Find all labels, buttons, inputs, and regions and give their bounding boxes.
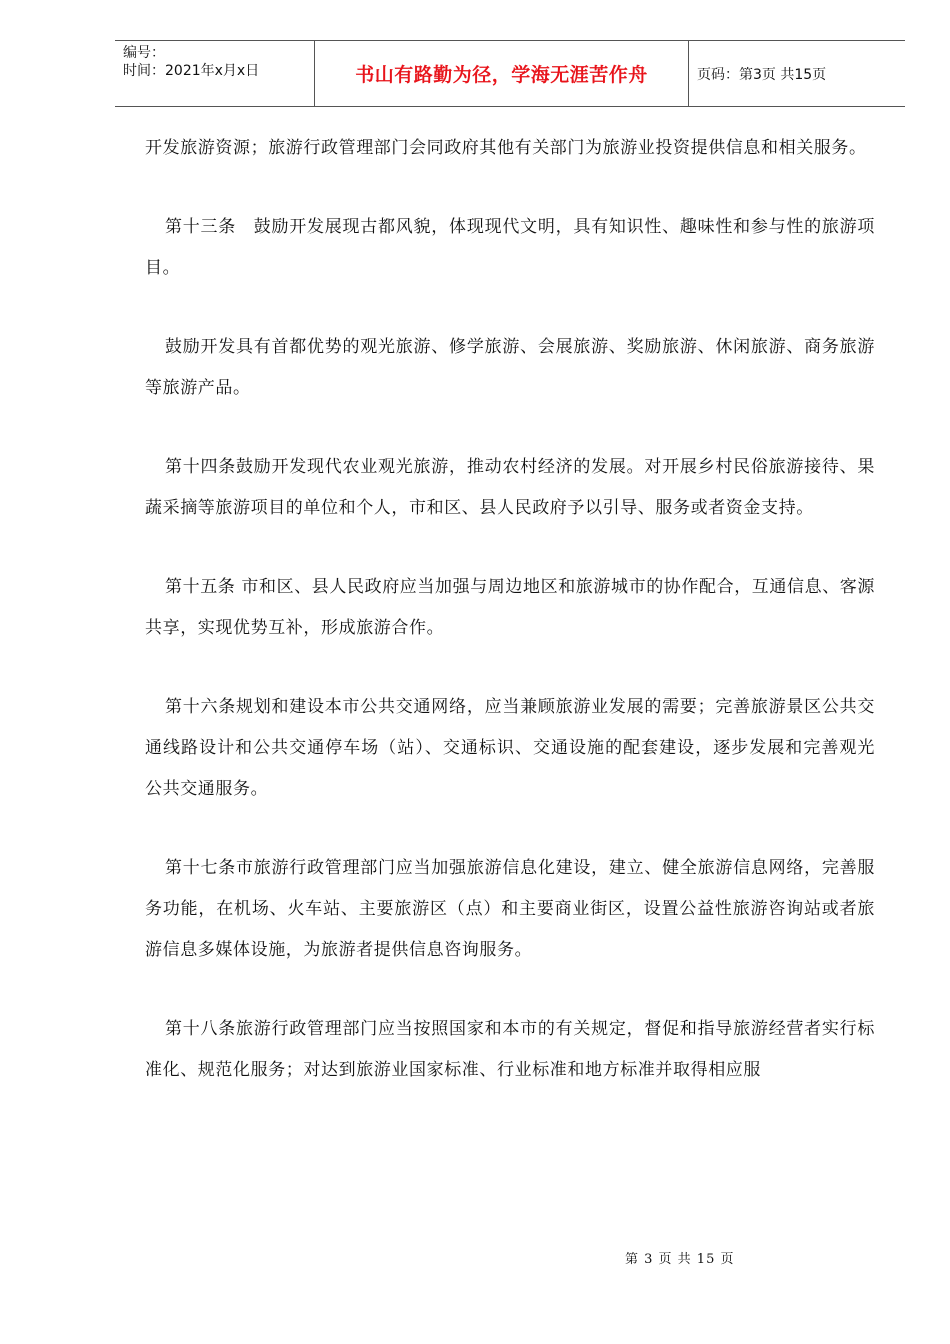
header-motto: 书山有路勤为径，学海无涯苦作舟 [315, 41, 689, 106]
paragraph-article-16: 第十六条规划和建设本市公共交通网络，应当兼顾旅游业发展的需要；完善旅游景区公共交通线路设计和公共交通停车场（站）、交通标识、交通设施的配套建设，逐步发展和完善观光公共交通服务。 [145, 697, 875, 799]
time-label: 时间：2021年x月x日 [123, 63, 260, 79]
page-footer: 第 3 页 共 15 页 [625, 1252, 735, 1267]
header-meta [115, 41, 315, 106]
serial-number-label: 编号： [123, 45, 165, 61]
paragraph-article-13-products: 鼓励开发具有首都优势的观光旅游、修学旅游、会展旅游、奖励旅游、休闲旅游、商务旅游等旅游产品。 [145, 337, 875, 398]
paragraph-article-15: 第十五条 市和区、县人民政府应当加强与周边地区和旅游城市的协作配合，互通信息、客源共享，实现优势互补，形成旅游合作。 [145, 577, 876, 638]
paragraph-article-18: 第十八条旅游行政管理部门应当按照国家和本市的有关规定，督促和指导旅游经营者实行标准化、规范化服务；对达到旅游业国家标准、行业标准和地方标准并取得相应服 [145, 1019, 875, 1080]
paragraph-article-13: 第十三条 鼓励开发展现古都风貌，体现现代文明，具有知识性、趣味性和参与性的旅游项目。 [145, 217, 875, 278]
paragraph-continued: 开发旅游资源；旅游行政管理部门会同政府其他有关部门为旅游业投资提供信息和相关服务。 [145, 138, 867, 158]
paragraph-article-17: 第十七条市旅游行政管理部门应当加强旅游信息化建设，建立、健全旅游信息网络，完善服务功能，在机场、火车站、主要旅游区（点）和主要商业街区，设置公益性旅游咨询站或者旅游信息多媒体设施，为旅游者提供信息咨询服务。 [145, 858, 875, 960]
page-header [115, 40, 905, 107]
paragraph-article-14: 第十四条鼓励开发现代农业观光旅游，推动农村经济的发展。对开展乡村民俗旅游接待、果蔬采摘等旅游项目的单位和个人，市和区、县人民政府予以引导、服务或者资金支持。 [145, 457, 875, 518]
header-page-info: 页码：第3页 共15页 [697, 66, 827, 83]
document-body [145, 128, 875, 1129]
